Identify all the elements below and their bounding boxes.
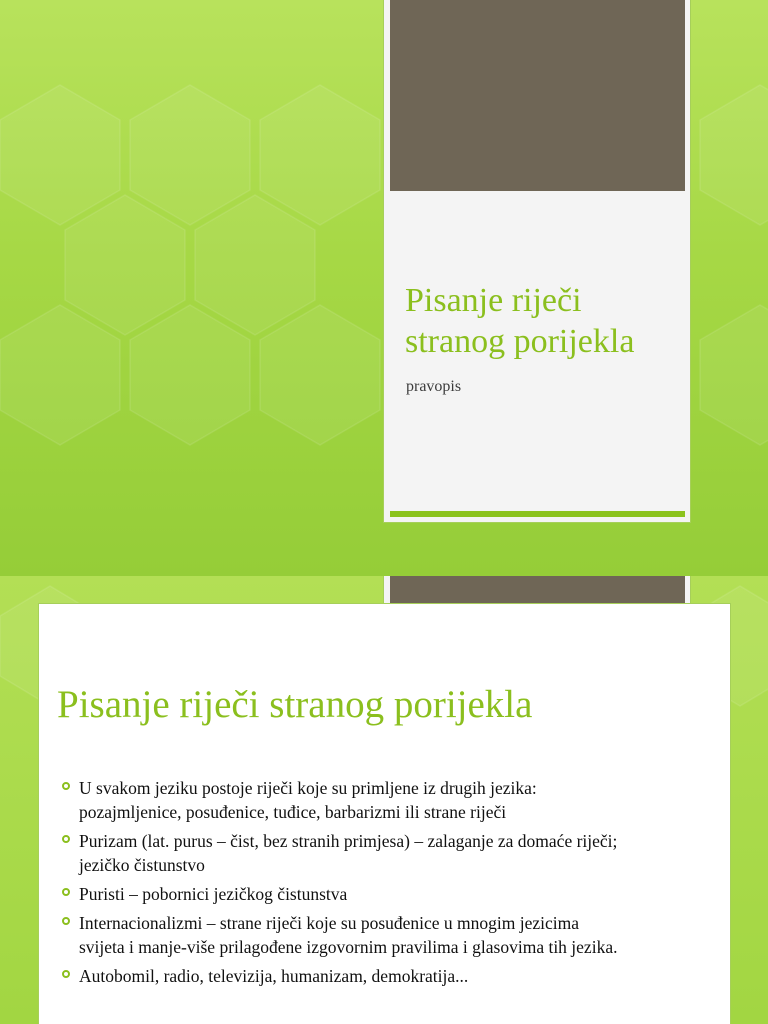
content-slide[interactable] — [0, 576, 768, 1024]
title-card — [383, 0, 691, 523]
bullet-list — [60, 776, 620, 993]
list-item — [60, 964, 620, 988]
circle-bullet-icon — [62, 970, 70, 978]
decorative-green-bar — [390, 511, 685, 517]
circle-bullet-icon — [62, 782, 70, 790]
slide-title: Pisanje riječi stranog porijekla — [57, 683, 533, 726]
list-item — [60, 882, 620, 906]
bullet-text: Purizam (lat. purus – čist, bez stranih primjesa) – zalaganje za domaće riječi; jezičko čistunstvo — [79, 831, 618, 875]
list-item — [60, 776, 620, 824]
circle-bullet-icon — [62, 917, 70, 925]
decorative-dark-block — [390, 0, 685, 191]
bullet-text: Internacionalizmi – strane riječi koje su posuđenice u mnogim jezicima svijeta i manje-više prilagođene izgovornim pravilima i glasovima tih jezika. — [79, 913, 618, 957]
slide-subtitle: pravopis — [406, 378, 462, 395]
list-item — [60, 829, 620, 877]
circle-bullet-icon — [62, 835, 70, 843]
bullet-text: Puristi – pobornici jezičkog čistunstva — [79, 884, 348, 904]
list-item — [60, 911, 620, 959]
circle-bullet-icon — [62, 888, 70, 896]
slide-title: Pisanje riječi stranog porijekla — [405, 282, 635, 360]
bullet-text: U svakom jeziku postoje riječi koje su primljene iz drugih jezika: pozajmljenice, posuđenice, tuđice, barbarizmi ili strane riječi — [79, 778, 537, 822]
bullet-text: Autobomil, radio, televizija, humanizam, demokratija... — [79, 966, 469, 986]
